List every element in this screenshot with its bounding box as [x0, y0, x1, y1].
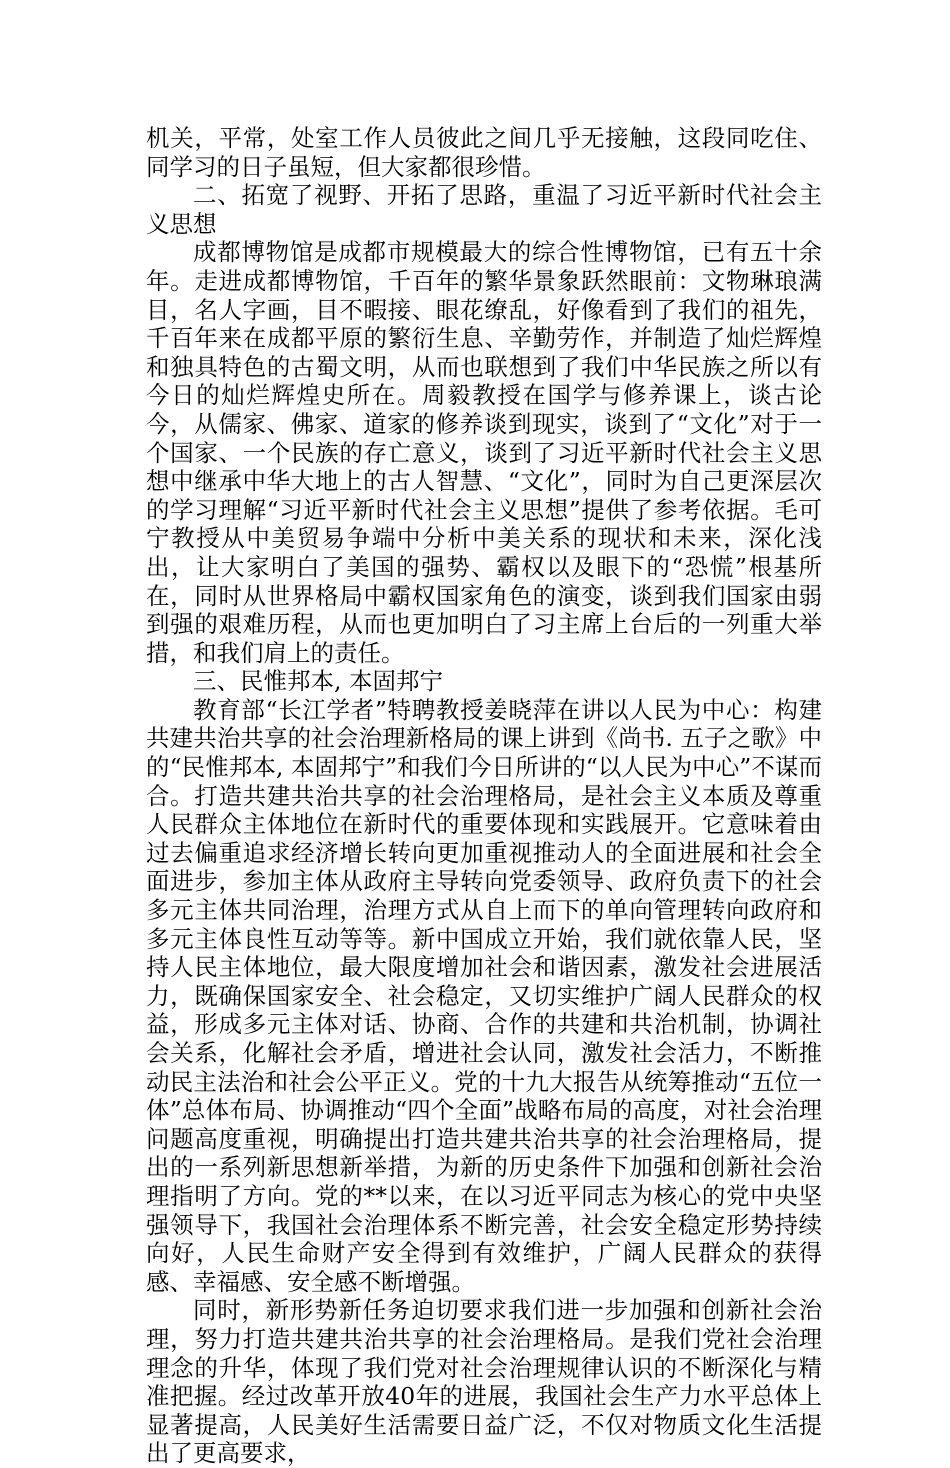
document-page: [146, 124, 822, 1468]
paragraph-museum: 成都博物馆是成都市规模最大的综合性博物馆，已有五十余年。走进成都博物馆，千百年的繁华景象跃然眼前：文物琳琅满目，名人字画，目不暇接、眼花缭乱，好像看到了我们的祖先，千百年来在成都平原的繁衍生息、辛勤劳作，并制造了灿烂辉煌和独具特色的古蜀文明，从而也联想到了我们中华民族之所以有今日的灿烂辉煌史所在。周毅教授在国学与修养课上，谈古论今，从儒家、佛家、道家的修养谈到现实，谈到了“文化”对于一个国家、一个民族的存亡意义，谈到了习近平新时代社会主义思想中继承中华大地上的古人智慧、“文化”，同时为自己更深层次的学习理解“习近平新时代社会主义思想”提供了参考依据。毛可宁教授从中美贸易争端中分析中美关系的现状和未来，深化浅出，让大家明白了美国的强势、霸权以及眼下的“恐慌”根基所在，同时从世界格局中霸权国家角色的演变，谈到我们国家由弱到强的艰难历程，从而也更加明白了习主席上台后的一列重大举措，和我们肩上的责任。: [146, 238, 822, 667]
section-heading-3: 三、民惟邦本, 本固邦宁: [193, 667, 443, 696]
paragraph-governance: 教育部“长江学者”特聘教授姜晓萍在讲以人民为中心：构建共建共治共享的社会治理新格局的课上讲到《尚书. 五子之歌》中的“民惟邦本, 本固邦宁”和我们今日所讲的“以人民为中心”不谋而合。打造共建共治共享的社会治理格局，是社会主义本质及尊重人民群众主体地位在新时代的重要体现和实践展开。它意味着由过去偏重追求经济增长转向更加重视推动人的全面进展和社会全面进步，参加主体从政府主导转向党委领导、政府负责下的社会多元主体共同治理，治理方式从自上而下的单向管理转向政府和多元主体良性互动等等。新中国成立开始，我们就依靠人民，坚持人民主体地位，最大限度增加社会和谐因素，激发社会进展活力，既确保国家安全、社会稳定，又切实维护广阔人民群众的权益，形成多元主体对话、协商、合作的共建和共治机制，协调社会关系，化解社会矛盾，增进社会认同，激发社会活力，不断推动民主法治和社会公平正义。党的十九大报告从统筹推动“五位一体”总体布局、协调推动“四个全面”战略布局的高度，对社会治理问题高度重视，明确提出打造共建共治共享的社会治理格局，提出的一系列新思想新举措，为新的历史条件下加强和创新社会治理指明了方向。党的**以来，在以习近平同志为核心的党中央坚强领导下，我国社会治理体系不断完善，社会安全稳定形势持续向好，人民生命财产安全得到有效维护，广阔人民群众的获得感、幸福感、安全感不断增强。: [146, 695, 822, 1296]
section-heading-2: 二、拓宽了视野、开拓了思路，重温了习近平新时代社会主义思想: [146, 181, 822, 238]
paragraph-new-situation: 同时，新形势新任务迫切要求我们进一步加强和创新社会治理，努力打造共建共治共享的社会治理格局。是我们党社会治理理念的升华，体现了我们党对社会治理规律认识的不断深化与精准把握。经过改革开放40年的进展，我国社会生产力水平总体上显著提高，人民美好生活需要日益广泛，不仅对物质文化生活提出了更高要求，: [146, 1296, 822, 1468]
paragraph-continuation: 机关，平常，处室工作人员彼此之间几乎无接触，这段同吃住、同学习的日子虽短，但大家都很珍惜。: [146, 124, 822, 181]
